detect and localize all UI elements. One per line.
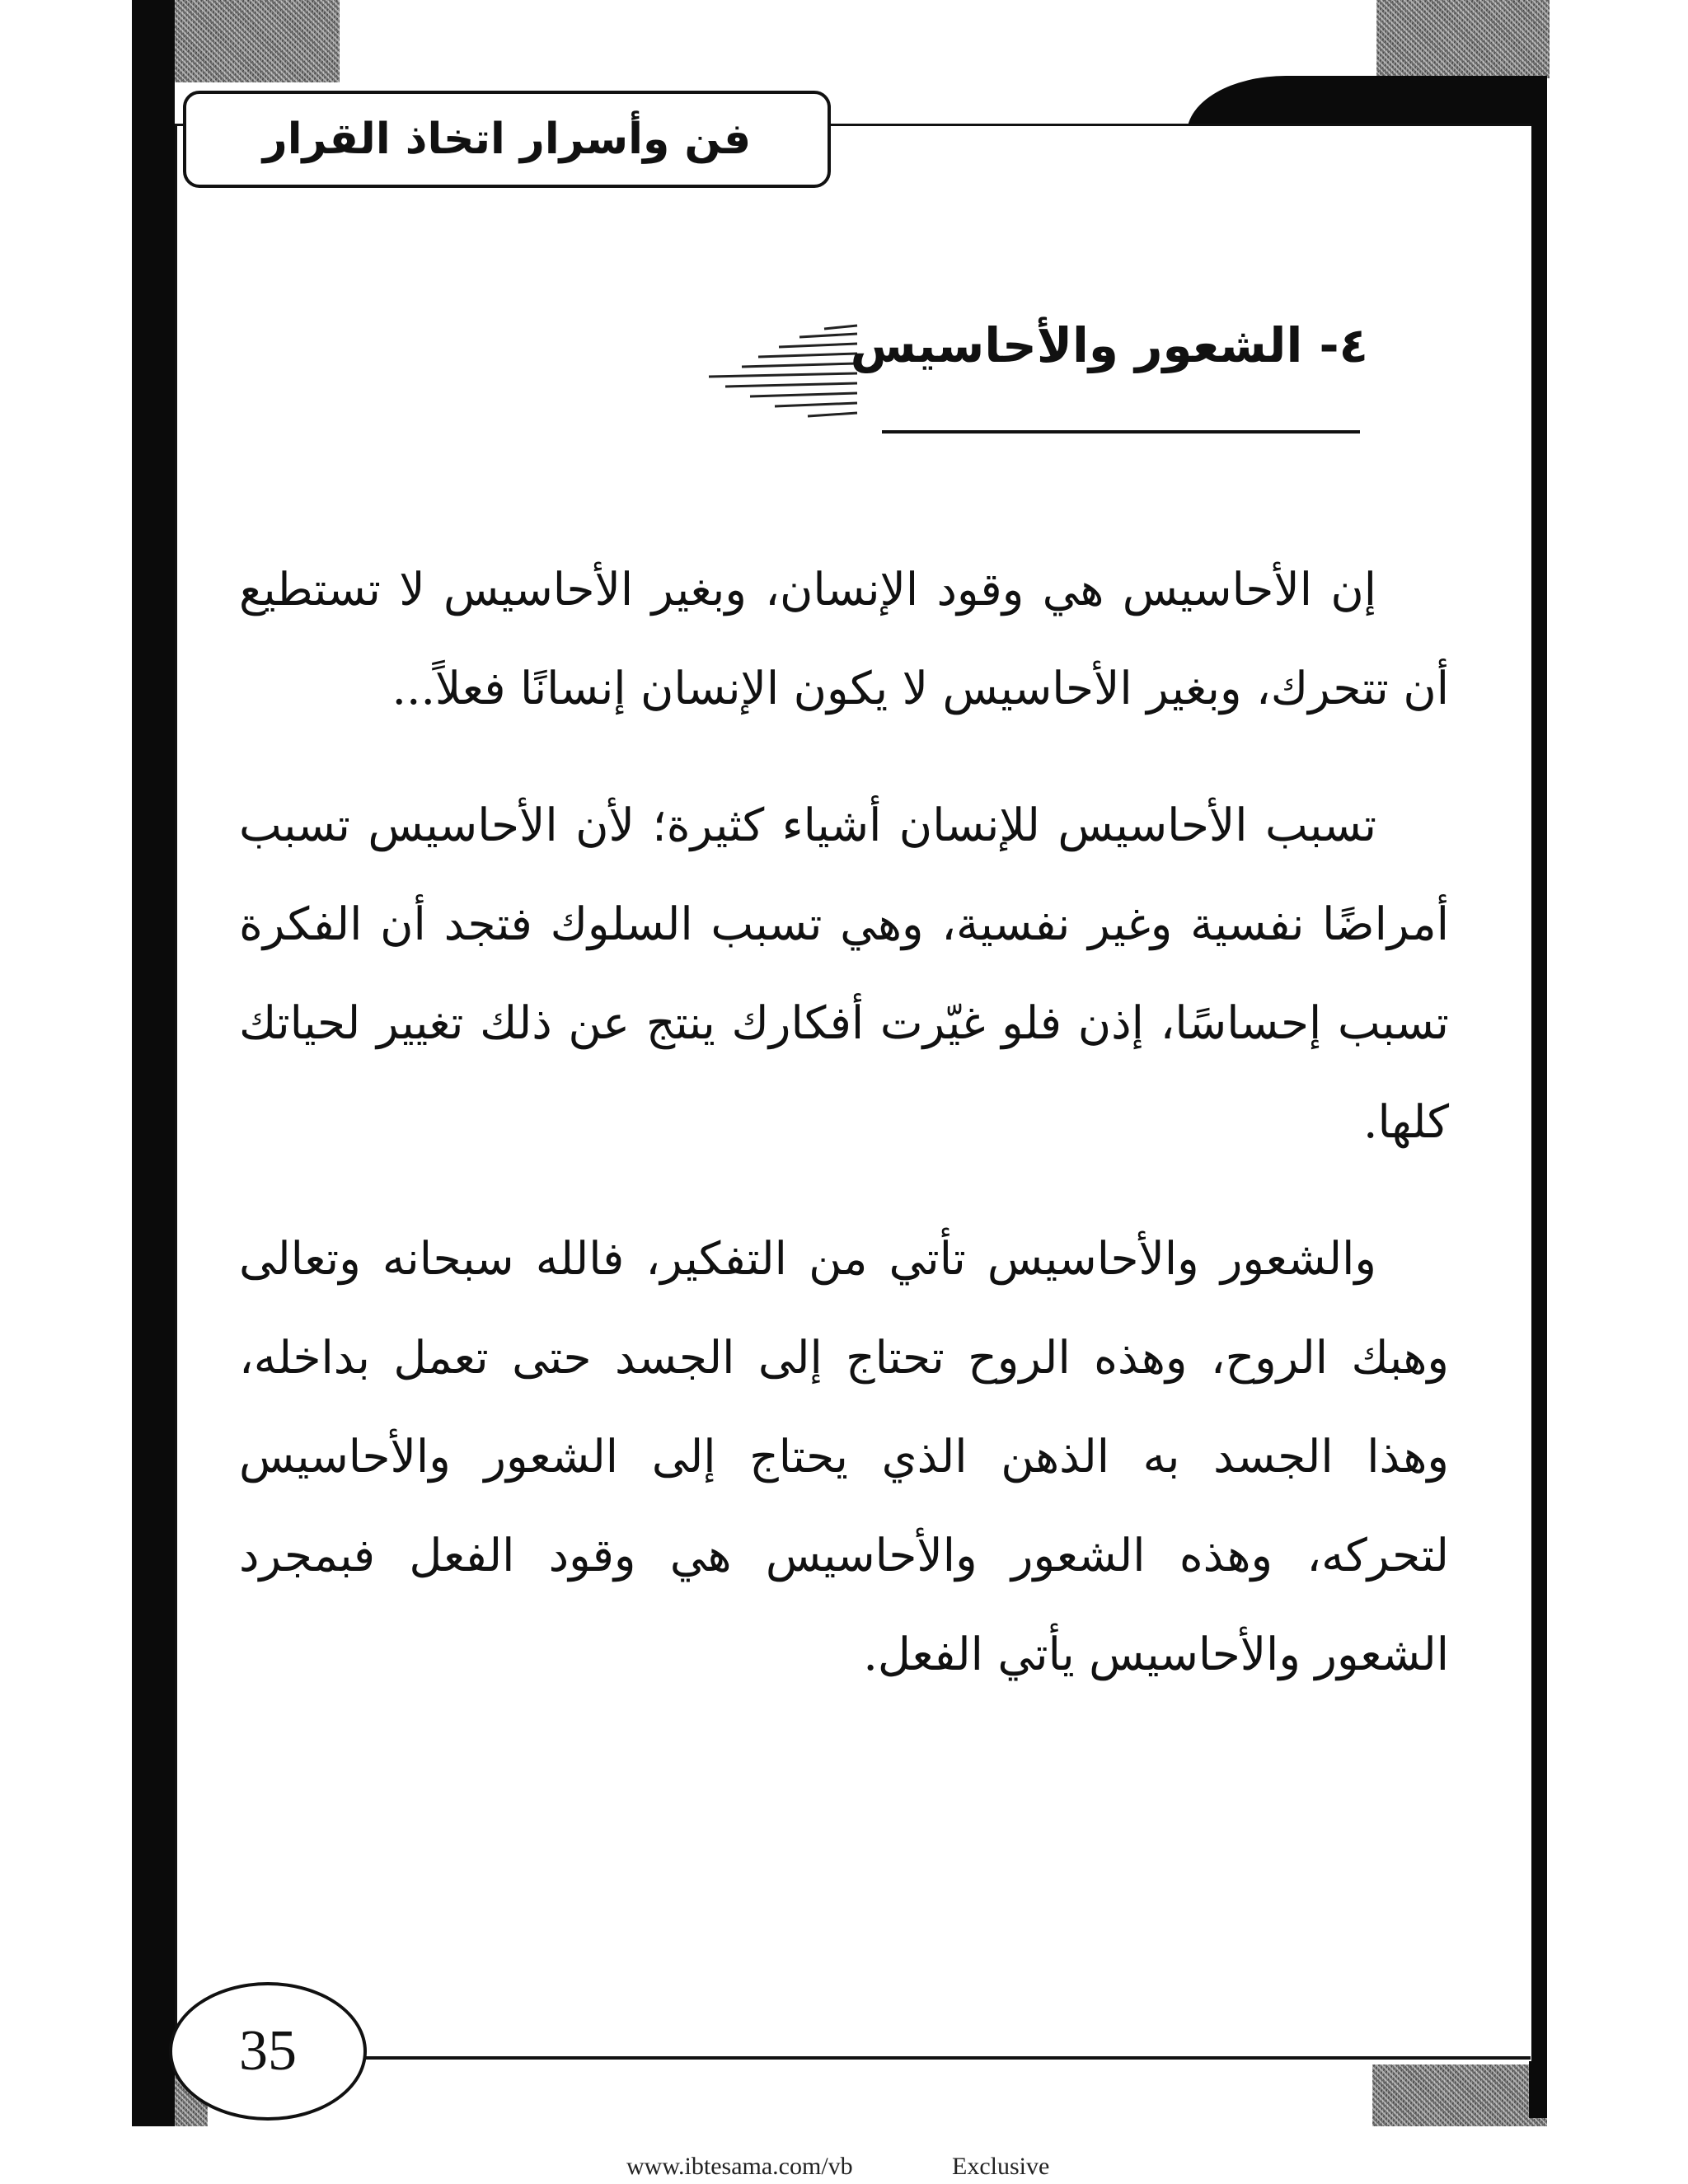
book-title: فن وأسرار اتخاذ القرار (262, 115, 752, 164)
page-number-oval (169, 1982, 367, 2121)
footer-tag: Exclusive (952, 2153, 1050, 2180)
left-page-edge (132, 0, 175, 2126)
chapter-title: ٤- الشعور والأحاسيس (850, 317, 1368, 373)
scan-texture-left (0, 0, 132, 2184)
decorative-speed-lines-icon (701, 301, 865, 433)
paragraph-1: إن الأحاسيس هي وقود الإنسان، وبغير الأحاسيس لا تستطيع أن تتحرك، وبغير الأحاسيس لا يكون الإنسان إنسانًا فعلاً... (239, 563, 1449, 715)
scan-texture-top-left (175, 0, 340, 82)
right-page-edge (1529, 82, 1547, 2118)
scan-texture-top-right (1376, 0, 1550, 78)
footer-url: www.ibtesama.com/vb (626, 2153, 853, 2180)
paragraph-2: تسبب الأحاسيس للإنسان أشياء كثيرة؛ لأن الأحاسيس تسبب أمراضًا نفسية وغير نفسية، وهي تسبب السلوك فتجد أن الفكرة تسبب إحساسًا، إذن فلو غيّرت أفكارك ينتج عن ذلك تغيير لحياتك كلها. (239, 799, 1449, 1148)
chapter-title-underline (882, 430, 1360, 434)
scan-texture-bottom-right (1372, 2064, 1547, 2126)
page-number: 35 (239, 2019, 297, 2083)
book-title-box (183, 91, 831, 188)
paragraph-3: والشعور والأحاسيس تأتي من التفكير، فالله سبحانه وتعالى وهبك الروح، وهذه الروح تحتاج إلى الجسد حتى تعمل بداخله، وهذا الجسد به الذهن الذي يحتاج إلى الشعور والأحاسيس لتحركه، وهذه الشعور والأحاسيس هي وقود الفعل فبمجرد الشعور والأحاسيس يأتي الفعل. (239, 1232, 1449, 1680)
body-text (239, 540, 1449, 1741)
footer-rule (360, 2056, 1531, 2060)
